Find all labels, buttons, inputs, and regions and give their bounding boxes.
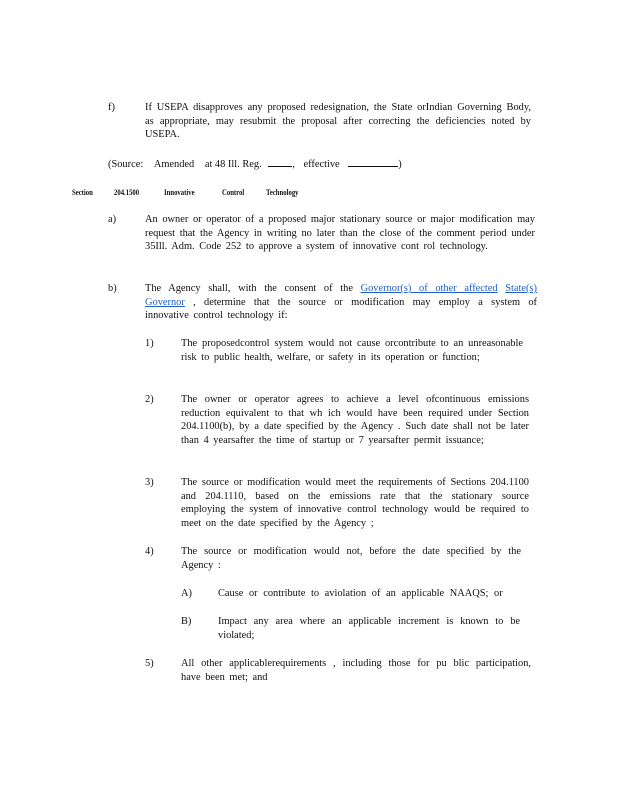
section-title-word-2: Control	[222, 187, 245, 197]
section-title-word-3: Technology	[266, 187, 299, 197]
source-register: at 48 Ill. Reg.	[204, 159, 262, 170]
paragraph-B: Impact any area where an applicable increment is known to be violated;	[218, 616, 520, 641]
paragraph-b	[145, 282, 537, 323]
item-marker-a: a)	[108, 214, 117, 225]
source-effective: effective	[303, 159, 340, 170]
paragraph-a: An owner or operator of a proposed major stationary source or major modification may request that the Agency in writing no later than the close of the comment period under 35Ill. Adm. Code 252 to approve a system of innovative cont rol technology.	[145, 214, 535, 253]
register-blank	[268, 156, 292, 167]
item-marker-B: B)	[181, 616, 192, 627]
section-label: Section	[72, 187, 93, 197]
section-number: 204.1500	[114, 187, 140, 197]
item-marker-2: 2)	[145, 394, 154, 405]
item-marker-4: 4)	[145, 546, 154, 557]
paragraph-b-lead: The Agency shall, with the consent of the	[145, 283, 361, 294]
item-marker-b: b)	[108, 283, 117, 294]
source-prefix: (Source:	[108, 159, 144, 170]
paragraph-2: The owner or operator agrees to achieve a level ofcontinuous emissions reduction equivalent to that wh ich would have been required under Section 204.1100(b), by a date specified by the Agency . Such date shall not be later than 4 yearsafter the time of startup or 7 yearsafter permit issuance;	[181, 394, 529, 446]
item-marker-3: 3)	[145, 477, 154, 488]
source-note	[108, 156, 402, 172]
governor-link-part-1[interactable]: Governor(s) of other affected	[360, 283, 498, 294]
paragraph-1: The proposedcontrol system would not cause orcontribute to an unreasonable risk to public health, welfare, or safety in its operation or function;	[181, 338, 523, 363]
source-comma: ,	[292, 159, 295, 170]
item-marker-A: A)	[181, 588, 192, 599]
item-marker-1: 1)	[145, 338, 154, 349]
effective-blank	[348, 156, 398, 167]
item-marker-f: f)	[108, 102, 115, 113]
governor-link-part-2[interactable]: State(s) Governor	[145, 283, 538, 308]
paragraph-4: The source or modification would not, before the date specified by the Agency :	[181, 546, 521, 571]
section-title-word-1: Innovative	[164, 187, 195, 197]
paragraph-3: The source or modification would meet the requirements of Sections 204.1100 and 204.1110, based on the emissions rate that the stationary source employing the system of innovative control technology would be required to meet on the date specified by the Agency ;	[181, 477, 529, 529]
paragraph-A: Cause or contribute to aviolation of an applicable NAAQS; or	[218, 588, 503, 599]
item-marker-5: 5)	[145, 658, 154, 669]
paragraph-5: All other applicablerequirements , including those for pu blic participation, have been met; and	[181, 658, 531, 683]
source-close: )	[398, 159, 402, 170]
paragraph-b-rest: , determine that the source or modification may employ a system of innovative control technology if:	[145, 296, 537, 322]
source-amended: Amended	[153, 159, 195, 170]
paragraph-f: If USEPA disapproves any proposed redesignation, the State orIndian Governing Body, as appropriate, may resubmit the proposal after correcting the deficiencies noted by USEPA.	[145, 102, 531, 141]
